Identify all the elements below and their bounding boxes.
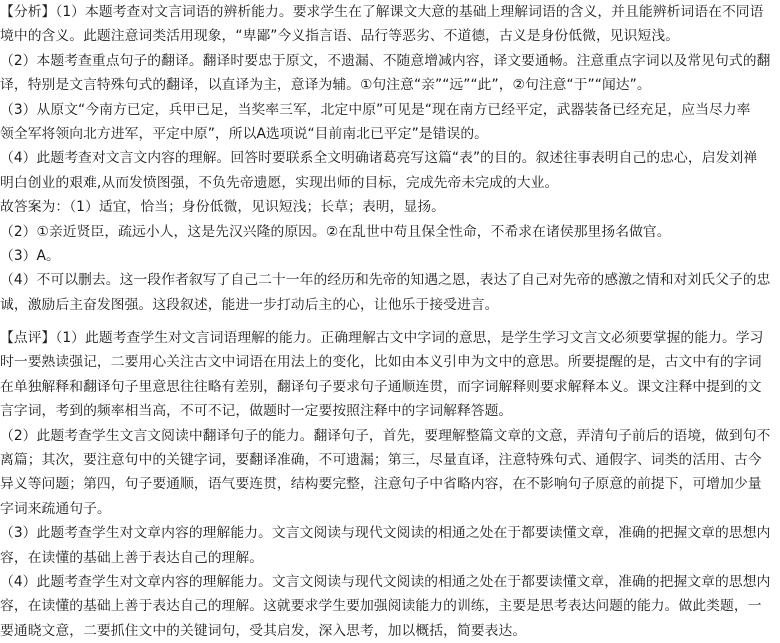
analysis-line: （3）从原文“今南方已定，兵甲已足，当奖率三军，北定中原”可见是“现在南方已经平定，武器装备已经充足，应当尽力率	[0, 101, 751, 118]
analysis-line: 译，特别是文言特殊句式的翻译，以直译为主，意译为辅。①句注意“亲”“远”“此”，②句注意“于”“闻达”。	[0, 77, 651, 94]
comment-line: 离篇；其次，要注意句中的关键字词，要翻译准确，不可遗漏；第三，尽量直译，注意特殊句式、通假字、词类的活用、古今	[0, 452, 762, 469]
analysis-line: 领全军将领向北方进军，平定中原”，所以A选项说“目前南北已平定”是错误的。	[0, 126, 489, 143]
comment-line: （2）此题考查学生文言文阅读中翻译句子的能力。翻译句子，首先，要理解整篇文章的文意，弄清句子前后的语境，做到句不	[0, 427, 771, 444]
comment-line: 【点评】（1）此题考查学生对文言词语理解的能力。正确理解古文中字词的意思，是学生学习文言文必须要掌握的能力。学习	[0, 330, 764, 346]
answer-line: 诚，激励后主奋发图强。这段叙述，能进一步打动后主的心，让他乐于接受进言。	[0, 296, 499, 313]
answer-line: （4）不可以删去。这一段作者叙写了自己二十一年的经历和先帝的知遇之恩，表达了自己对先帝的感激之情和对刘氏父子的忠	[0, 272, 771, 289]
comment-line: 字词来疏通句子。	[0, 500, 111, 517]
comment-line: 异义等问题；第四，句子要通顺，语气要连贯，结构要完整，注意句子中省略内容，在不影响句子原意的前提下，可增加少量	[0, 476, 762, 493]
comment-line: 言字词，考到的频率相当高，不可不记，做题时一定要按照注释中的字词解释答题。	[0, 403, 513, 420]
analysis-line: 【分析】（1）本题考查对文言词语的辨析能力。要求学生在了解课文大意的基础上理解词语的含义，并且能辨析词语在不同语	[0, 4, 764, 20]
analysis-line: 境中的含义。此题注意词类活用现象，“卑鄙”今义指言语、品行等恶劣、不道德，古义是身份低微，见识短浅。	[0, 28, 680, 45]
analysis-section	[0, 0, 778, 317]
comment-line: （3）此题考查学生对文章内容的理解能力。文言文阅读与现代文阅读的相通之处在于都要读懂文章，准确的把握文章的思想内	[0, 525, 771, 542]
comment-line: 容，在读懂的基础上善于表达自己的理解。这就要求学生要加强阅读能力的训练，主要是思考表达问题的能力。做此类题，一	[0, 598, 762, 615]
analysis-line: （2）本题考查重点句子的翻译。翻译时要忠于原文，不遗漏、不随意增减内容，译文要通畅。注意重点字词以及常见句式的翻	[0, 52, 771, 69]
analysis-line: 明白创业的艰难,从而发愤图强，不负先帝遗愿，实现出师的目标，完成先帝未完成的大业。	[0, 174, 559, 191]
comment-line: 要通晓文意，二要抓住文中的关键词句，受其启发，深入思考，加以概括，简要表达。	[0, 622, 527, 639]
comment-line: 在单独解释和翻译句子里意思往往略有差别，翻译句子要求句子通顺连贯，而字词解释则要求解释本义。课文注释中提到的文	[0, 378, 762, 395]
answer-line: 故答案为：（1）适宜，恰当；身份低微，见识短浅；长草；表明，显扬。	[0, 199, 446, 216]
comment-line: 时一要熟读强记，二要用心关注古文中词语在用法上的变化，比如由本义引申为文中的意思。所要提醒的是，古文中有的字词	[0, 354, 762, 371]
answer-line: （3）A。	[0, 248, 60, 265]
answer-line: （2）①亲近贤臣，疏远小人，这是先汉兴隆的原因。②在乱世中苟且保全性命，不希求在诸侯那里扬名做官。	[0, 223, 671, 240]
comment-line: （4）此题考查学生对文章内容的理解能力。文言文阅读与现代文阅读的相通之处在于都要读懂文章，准确的把握文章的思想内	[0, 574, 771, 591]
comment-line: 容，在读懂的基础上善于表达自己的理解。	[0, 549, 264, 566]
comment-section	[0, 326, 778, 643]
analysis-line: （4）此题考查对文言文内容的理解。回答时要联系全文明确诸葛亮写这篇“表”的目的。叙述往事表明自己的忠心，启发刘禅	[0, 150, 758, 167]
